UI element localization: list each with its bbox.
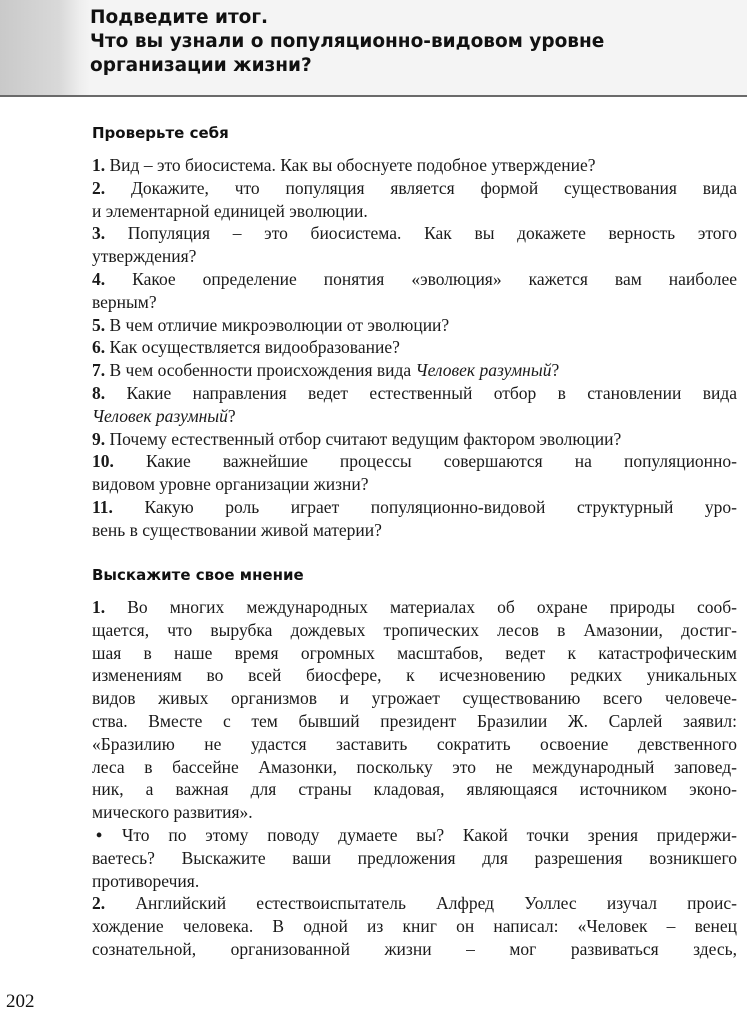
line-text: Какое определение понятия «эволюция» кажется вам наиболее <box>105 268 737 289</box>
text-line <box>92 801 737 824</box>
text-line <box>92 291 737 314</box>
line-text: утверждения? <box>92 246 197 267</box>
line-text: вень в существовании живой материи? <box>92 519 382 540</box>
line-text: леса в бассейне Амазонки, поскольку это не международный заповед- <box>92 756 737 777</box>
line-text: Какие направления ведет естественный отбор в становлении вида <box>105 382 737 403</box>
line-text: шая в наше время огромных масштабов, ведет к катастрофическим <box>92 642 737 663</box>
text-line <box>92 847 737 870</box>
summary-title-line: Подведите итог. <box>90 7 269 28</box>
text-line <box>92 642 737 665</box>
summary-title-line: организации жизни? <box>90 55 312 76</box>
text-line <box>92 824 737 847</box>
item-number: 2. <box>92 893 106 914</box>
item-number: 3. <box>92 223 106 244</box>
text-line <box>92 336 737 359</box>
express-opinion-text <box>92 596 737 961</box>
line-text: Почему естественный отбор считают ведущим фактором эволюции? <box>105 428 622 449</box>
line-text: противоречия. <box>92 870 200 891</box>
text-line <box>92 756 737 779</box>
item-number: 7. <box>92 360 106 381</box>
check-yourself-questions <box>92 154 737 542</box>
line-text: В чем отличие микроэволюции от эволюции? <box>105 314 450 335</box>
line-text: Какую роль играет популяционно-видовой структурный уро- <box>112 496 737 517</box>
page-number: 202 <box>6 991 35 1012</box>
bullet-marker: • <box>96 824 103 845</box>
text-line <box>92 710 737 733</box>
line-text: мического развития». <box>92 802 253 823</box>
item-number: 10. <box>92 451 114 472</box>
text-line <box>92 382 737 405</box>
line-text: ства. Вместе с тем бывший президент Бразилии Ж. Сарлей заявил: <box>92 710 737 731</box>
line-text: сознательной, организованной жизни – мог развиваться здесь, <box>92 938 737 959</box>
line-text: щается, что вырубка дождевых тропических лесов в Амазонии, достиг- <box>92 619 737 640</box>
text-line <box>92 892 737 915</box>
line-text: и элементарной единицей эволюции. <box>92 200 368 221</box>
line-text: видов живых организмов и угрожает существованию всего человече- <box>92 688 737 709</box>
item-number: 4. <box>92 268 106 289</box>
line-text: видовом уровне организации жизни? <box>92 474 369 495</box>
text-line <box>92 687 737 710</box>
line-text: Как осуществляется видообразование? <box>105 337 400 358</box>
text-line <box>92 496 737 519</box>
text-line <box>92 778 737 801</box>
line-text-end: ? <box>227 405 236 426</box>
text-line <box>92 200 737 223</box>
check-yourself-heading: Проверьте себя <box>92 124 229 142</box>
line-text: изменениям во всей биосфере, к исчезновению редких уникальных <box>92 665 737 686</box>
line-text: Какие важнейшие процессы совершаются на популяционно- <box>113 451 737 472</box>
line-text: верным? <box>92 291 157 312</box>
text-line <box>92 519 737 542</box>
text-line <box>92 450 737 473</box>
text-line <box>92 619 737 642</box>
text-line <box>92 222 737 245</box>
text-line <box>92 596 737 619</box>
item-number: 2. <box>92 177 106 198</box>
species-name: Человек разумный <box>415 360 552 381</box>
text-line <box>92 915 737 938</box>
text-line <box>92 428 737 451</box>
line-text: «Бразилию не удастся заставить сократить освоение девственного <box>92 733 737 754</box>
text-line <box>92 870 737 893</box>
header-divider <box>0 95 747 97</box>
item-number: 11. <box>92 496 113 517</box>
text-line <box>92 268 737 291</box>
text-line <box>92 154 737 177</box>
line-text: ник, а важная для страны кладовая, являющаяся источником эконо- <box>92 779 737 800</box>
text-line <box>92 938 737 961</box>
line-text: Во многих международных материалах об охране природы сооб- <box>105 597 737 617</box>
express-opinion-heading: Выскажите свое мнение <box>92 566 304 584</box>
line-text: Что по этому поводу думаете вы? Какой точки зрения придержи- <box>122 824 737 845</box>
item-number: 9. <box>92 428 106 449</box>
text-line <box>92 314 737 337</box>
text-line <box>92 733 737 756</box>
text-line <box>92 405 737 428</box>
line-text: Вид – это биосистема. Как вы обоснуете подобное утверждение? <box>105 155 596 175</box>
item-number: 5. <box>92 314 106 335</box>
line-text-end: ? <box>551 360 560 381</box>
text-line <box>92 245 737 268</box>
summary-title-line: Что вы узнали о популяционно-видовом уровне <box>90 31 605 52</box>
line-text: Английский естествоиспытатель Алфред Уоллес изучал проис- <box>105 893 737 914</box>
line-text: хождение человека. В одной из книг он написал: «Человек – венец <box>92 916 737 937</box>
text-line <box>92 664 737 687</box>
line-text: Докажите, что популяция является формой существования вида <box>105 177 737 198</box>
item-number: 1. <box>92 597 106 617</box>
text-line <box>92 177 737 200</box>
item-number: 1. <box>92 155 106 175</box>
species-name: Человек разумный <box>92 405 228 426</box>
summary-title <box>90 6 650 78</box>
text-line <box>92 359 737 382</box>
item-number: 8. <box>92 382 106 403</box>
item-number: 6. <box>92 337 106 358</box>
line-text: В чем особенности происхождения вида <box>105 360 416 381</box>
line-text: Популяция – это биосистема. Как вы докажете верность этого <box>105 223 737 244</box>
line-text: ваетесь? Выскажите ваши предложения для разрешения возникшего <box>92 847 737 868</box>
text-line <box>92 473 737 496</box>
